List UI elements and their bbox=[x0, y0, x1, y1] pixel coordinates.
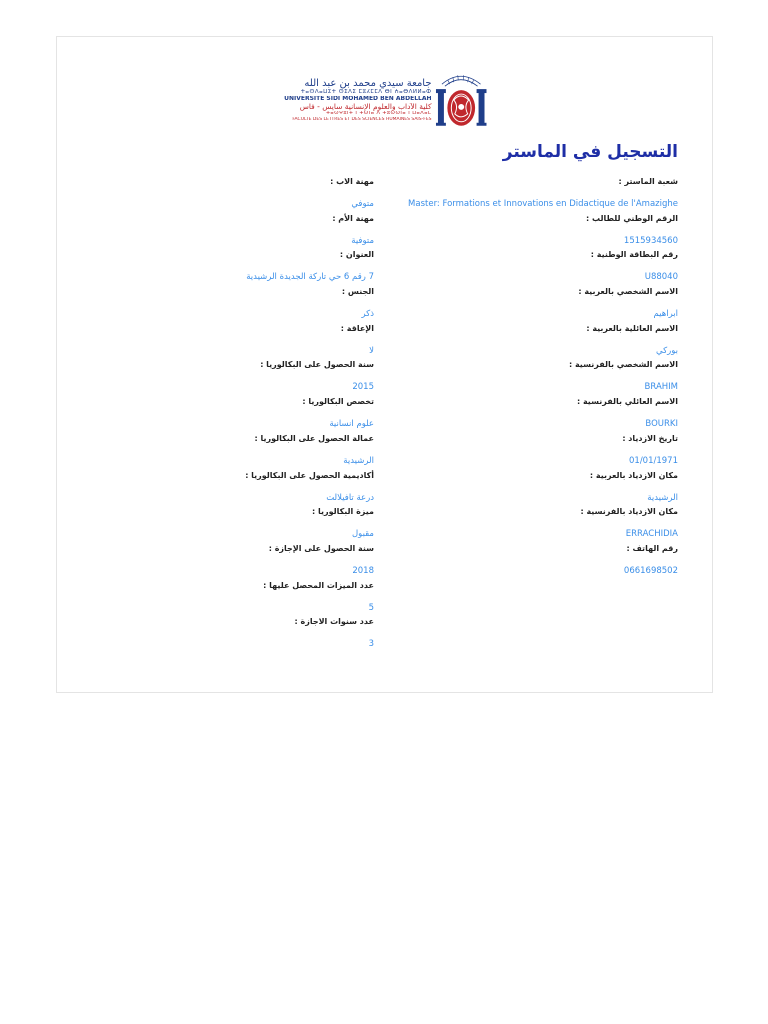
field-label: مهنة الأم : bbox=[332, 213, 374, 223]
field-value: درعة تافيلالت bbox=[326, 492, 374, 503]
field-label: الرقم الوطني للطالب : bbox=[586, 213, 678, 223]
university-emblem-icon bbox=[434, 70, 488, 130]
left-fields-column bbox=[114, 177, 374, 654]
logo-arabic-university: جامعة سيدي محمد بن عبد الله bbox=[304, 77, 432, 89]
field-bac-academy bbox=[114, 471, 374, 508]
field-label: عدد سنوات الاجازة : bbox=[294, 617, 374, 627]
field-label: تاريخ الازدياد : bbox=[622, 433, 678, 443]
field-value: مقبول bbox=[352, 529, 374, 540]
field-label: شعبة الماستر : bbox=[618, 177, 678, 186]
field-value: الرشيدية bbox=[343, 455, 374, 466]
field-label: الإعاقة : bbox=[340, 323, 374, 333]
field-last-name-ar bbox=[378, 324, 678, 361]
field-value: بوركي bbox=[656, 345, 678, 356]
field-birth-place-fr bbox=[378, 507, 678, 544]
field-label: الاسم العائلي بالفرنسية : bbox=[576, 397, 678, 407]
field-value: 7 رقم 6 حي تاركة الجديدة الرشيدية bbox=[246, 272, 374, 283]
field-label: عمالة الحصول على البكالوريا : bbox=[254, 433, 374, 443]
field-address bbox=[114, 250, 374, 287]
field-mentions-count bbox=[114, 581, 374, 618]
field-master-branch bbox=[378, 177, 678, 214]
field-label: عدد الميزات المحصل عليها : bbox=[263, 580, 374, 590]
field-label: أكاديمية الحصول على البكالوريا : bbox=[245, 470, 374, 480]
field-bac-year bbox=[114, 360, 374, 397]
field-label: مكان الازدياد بالعربية : bbox=[589, 470, 678, 480]
field-student-number bbox=[378, 214, 678, 251]
field-value: 2015 bbox=[352, 382, 374, 393]
field-first-name-fr bbox=[378, 360, 678, 397]
logo-french-university: UNIVERSITÉ SIDI MOHAMED BEN ABDELLAH bbox=[284, 95, 432, 102]
field-value: 2018 bbox=[352, 565, 374, 576]
field-label: سنة الحصول على البكالوريا : bbox=[260, 360, 374, 370]
field-last-name-fr bbox=[378, 397, 678, 434]
field-label: الاسم العائلية بالعربية : bbox=[586, 323, 678, 333]
university-logo bbox=[283, 70, 488, 130]
registration-card bbox=[56, 36, 713, 693]
field-value: لا bbox=[369, 345, 374, 356]
field-value: الرشيدية bbox=[647, 492, 678, 503]
logo-text-block bbox=[283, 70, 432, 130]
logo-arabic-faculty: كلية الآداب والعلوم الإنسانية سايس - فاس bbox=[299, 102, 432, 111]
field-value: 5 bbox=[368, 602, 374, 613]
field-value: ابراهيم bbox=[653, 309, 678, 320]
field-label: ميزة البكالوريا : bbox=[312, 507, 374, 517]
field-label: مهنة الاب : bbox=[330, 177, 374, 186]
field-value: علوم انسانية bbox=[329, 419, 374, 430]
field-birth-date bbox=[378, 434, 678, 471]
field-label: سنة الحصول على الإجازة : bbox=[268, 543, 374, 553]
logo-tifinagh-university: ⵜⴰⵙⴷⴰⵡⵉⵜ ⵙⵉⴷⵉ ⵎⵓⵃⵎⵎⴷ ⴱⵏ ⵄⴰⴱⴷⵍⵍⴰⵀ bbox=[300, 89, 432, 96]
right-fields-column bbox=[378, 177, 678, 581]
field-disability bbox=[114, 324, 374, 361]
field-value: Master: Formations et Innovations en Didactique de l'Amazighe bbox=[408, 199, 678, 209]
logo-french-faculty: FACULTÉ DES LETTRES ET DES SCIENCES HUMAINES SAÏS-FÈS bbox=[292, 116, 432, 122]
field-value: BRAHIM bbox=[644, 382, 678, 393]
field-value: U88040 bbox=[644, 272, 678, 283]
field-license-year bbox=[114, 544, 374, 581]
field-value: 0661698502 bbox=[623, 565, 678, 576]
field-national-id bbox=[378, 250, 678, 287]
field-phone bbox=[378, 544, 678, 581]
field-label: رقم الهاتف : bbox=[626, 543, 678, 553]
field-label: العنوان : bbox=[339, 250, 374, 260]
field-value: ذكر bbox=[361, 309, 374, 320]
field-value: ERRACHIDIA bbox=[625, 529, 678, 540]
field-label: تخصص البكالوريا : bbox=[302, 397, 374, 407]
field-value: 01/01/1971 bbox=[629, 455, 678, 466]
field-mother-job bbox=[114, 214, 374, 251]
page-title: التسجيل في الماستر bbox=[502, 142, 678, 162]
field-label: مكان الازدياد بالفرنسية : bbox=[580, 507, 678, 517]
field-gender bbox=[114, 287, 374, 324]
field-birth-place-ar bbox=[378, 471, 678, 508]
field-bac-prefecture bbox=[114, 434, 374, 471]
field-label: الاسم الشخصي بالعربية : bbox=[578, 287, 678, 297]
field-label: الجنس : bbox=[341, 287, 374, 297]
field-father-job bbox=[114, 177, 374, 214]
field-first-name-ar bbox=[378, 287, 678, 324]
field-value: 3 bbox=[368, 639, 374, 650]
field-value: BOURKI bbox=[645, 419, 678, 430]
field-value: متوفية bbox=[351, 235, 374, 246]
field-value: 1515934560 bbox=[623, 235, 678, 246]
field-bac-mention bbox=[114, 507, 374, 544]
field-label: رقم البطاقة الوطنية : bbox=[590, 250, 678, 260]
logo-tifinagh-faculty: ⵜⴰⵙⵖⵓⵏⵜ ⵏ ⵜⵙⵏⴰ ⴷ ⵜⵓⵙⵙⵏⴰ ⵏ ⵡⴰⴷⴰⵎ bbox=[326, 111, 432, 117]
field-bac-specialty bbox=[114, 397, 374, 434]
field-value: متوفي bbox=[351, 199, 374, 209]
field-label: الاسم الشخصي بالفرنسية : bbox=[568, 360, 678, 370]
field-license-years bbox=[114, 617, 374, 654]
